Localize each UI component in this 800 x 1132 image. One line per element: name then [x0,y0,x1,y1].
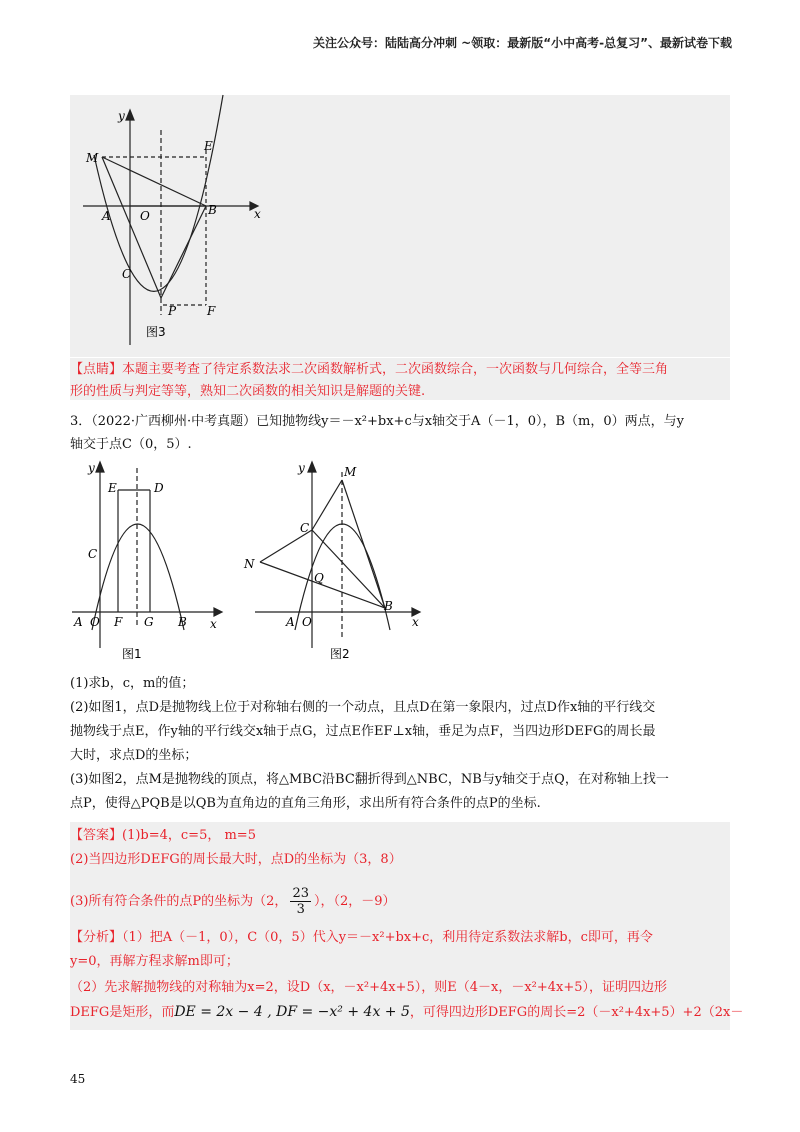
question-line-3: 抛物线于点E，作y轴的平行线交x轴于点G，过点E作EF⊥x轴，垂足为点F，当四边形DEFG的周长最 [70,724,656,739]
fig3-label-F: F [207,304,216,318]
fig3-caption: 图3 [146,325,166,339]
analysis-line-4-post: ，可得四边形DEFG的周长=2（－x²+4x+5）+2（2x－ [409,1005,744,1020]
answer-line-3-pre: (3)所有符合条件的点P的坐标为（2， [70,893,288,909]
problem-line-1: 3．（2022·广西柳州·中考真题）已知抛物线y＝－x²+bx+c与x轴交于A（－1，0），B（m，0）两点，与y [70,414,684,429]
answer-line-2: (2)当四边形DEFG的周长最大时，点D的坐标为（3，8） [70,852,402,867]
dianjing-line-1: 【点睛】本题主要考查了待定系数法求二次函数解析式，二次函数综合，一次函数与几何综合，全等三角 [70,362,669,377]
dianjing-line-2: 形的性质与判定等等，熟知二次函数的相关知识是解题的关键. [70,384,426,399]
fig1-label-C: C [88,547,98,561]
fig2-label-Q: Q [314,571,324,585]
question-line-5: (3)如图2，点M是抛物线的顶点，将△MBC沿BC翻折得到△NBC，NB与y轴交于点Q，在对称轴上找一 [70,772,669,787]
fig3-label-P: P [168,304,177,318]
analysis-formula: DE = 2x − 4 , DF = −x² + 4x + 5 [174,1004,410,1020]
answer-fraction [290,886,311,917]
page-header: 关注公众号：陆陆高分冲刺 ~领取：最新版“小中高考-总复习”、最新试卷下载 [313,36,732,50]
question-line-1: (1)求b，c，m的值； [70,676,195,691]
figure-2 [240,458,430,672]
analysis-line-1: 【分析】（1）把A（－1，0），C（0，5）代入y＝－x²+bx+c，利用待定系数法求解b，c即可，再令 [70,930,653,945]
fig2-label-x: x [412,615,419,629]
fig3-label-O: O [140,209,150,223]
figure-2-diagram [240,458,430,668]
fig1-caption: 图1 [122,647,142,661]
fig1-label-B: B [178,615,187,629]
question-line-6: 点P，使得△PQB是以QB为直角边的直角三角形，求出所有符合条件的点P的坐标. [70,796,541,811]
question-line-4: 大时，求点D的坐标； [70,748,198,763]
answer-line-3 [70,886,396,917]
page-number: 45 [70,1072,86,1086]
fig1-label-x: x [210,617,217,631]
figure-1-diagram [72,458,227,668]
analysis-line-3: （2）先求解抛物线的对称轴为x=2，设D（x，－x²+4x+5），则E（4－x，－x²+4x+5），证明四边形 [70,980,668,995]
analysis-line-2: y=0，再解方程求解m即可； [70,954,239,969]
answer-line-1: 【答案】(1)b=4，c=5， m=5 [70,828,256,843]
fig2-label-O: O [302,615,312,629]
fig3-label-E: E [204,139,213,153]
figure-3 [78,100,268,354]
fig2-label-M: M [344,465,357,479]
fig2-label-N: N [244,557,255,571]
analysis-line-4 [70,1004,743,1021]
fig1-label-G: G [144,615,154,629]
fig1-label-E: E [108,481,117,495]
question-line-2: (2)如图1，点D是抛物线上位于对称轴右侧的一个动点，且点D在第一象限内，过点D作x轴的平行线交 [70,700,656,715]
answer-line-3-post: ），（2，－9） [313,893,396,909]
fig2-caption: 图2 [330,647,350,661]
fig2-label-y: y [298,461,305,475]
fig2-label-B: B [384,599,393,613]
fig3-label-M: M [86,151,99,165]
fig1-label-y: y [88,461,95,475]
fig3-label-B: B [208,203,217,217]
fig3-label-x: x [254,207,261,221]
fig1-label-F: F [114,615,123,629]
fig2-label-C: C [300,521,310,535]
figure-1 [72,458,227,672]
problem-line-2: 轴交于点C（0，5）. [70,437,192,452]
fig3-label-C: C [122,267,132,281]
fig3-label-y: y [118,109,125,123]
fig3-label-A: A [102,209,111,223]
fig1-label-D: D [154,481,164,495]
fig1-label-O: O [90,615,100,629]
analysis-line-4-pre: DEFG是矩形，而 [70,1005,175,1020]
fig2-label-A: A [286,615,295,629]
fraction-numerator: 23 [292,886,309,901]
fig1-label-A: A [74,615,83,629]
fraction-denominator: 3 [296,902,305,917]
figure-3-diagram [78,100,268,350]
